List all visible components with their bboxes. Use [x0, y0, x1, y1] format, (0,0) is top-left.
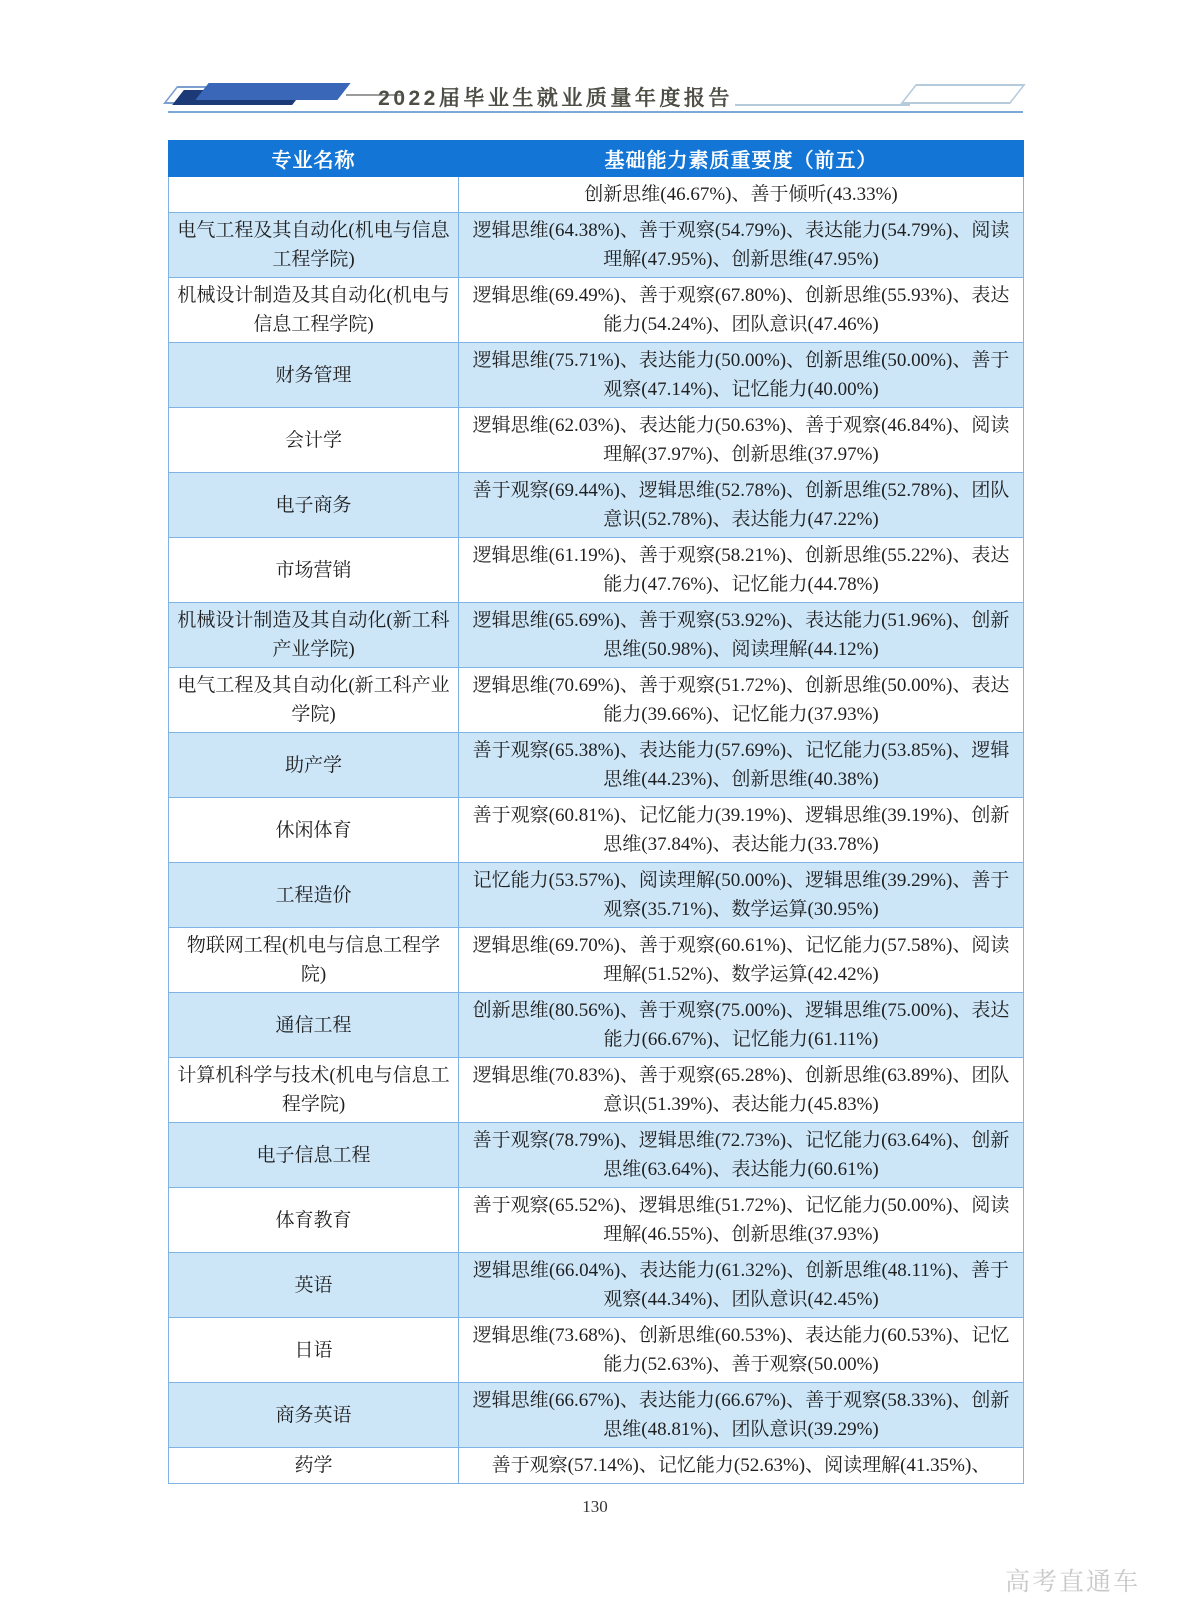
major-cell: 电子商务 [169, 473, 459, 538]
major-cell: 市场营销 [169, 538, 459, 603]
major-cell: 电气工程及其自动化(机电与信息工程学院) [169, 213, 459, 278]
header-underline [168, 111, 1023, 113]
table-row [169, 863, 1024, 928]
abilities-cell: 逻辑思维(75.71%)、表达能力(50.00%)、创新思维(50.00%)、善于观察(47.14%)、记忆能力(40.00%) [459, 343, 1024, 408]
table-row [169, 538, 1024, 603]
page-number: 130 [582, 1497, 608, 1516]
table-row [169, 343, 1024, 408]
major-cell: 电气工程及其自动化(新工科产业学院) [169, 668, 459, 733]
major-cell: 药学 [169, 1448, 459, 1484]
major-cell: 计算机科学与技术(机电与信息工程学院) [169, 1058, 459, 1123]
table-row [169, 177, 1024, 213]
abilities-cell: 善于观察(69.44%)、逻辑思维(52.78%)、创新思维(52.78%)、团队意识(52.78%)、表达能力(47.22%) [459, 473, 1024, 538]
abilities-cell: 逻辑思维(66.04%)、表达能力(61.32%)、创新思维(48.11%)、善于观察(44.34%)、团队意识(42.45%) [459, 1253, 1024, 1318]
abilities-cell: 创新思维(80.56%)、善于观察(75.00%)、逻辑思维(75.00%)、表达能力(66.67%)、记忆能力(61.11%) [459, 993, 1024, 1058]
table-row [169, 603, 1024, 668]
column-header-abilities: 基础能力素质重要度（前五） [459, 141, 1024, 177]
major-cell: 机械设计制造及其自动化(新工科产业学院) [169, 603, 459, 668]
abilities-cell: 善于观察(57.14%)、记忆能力(52.63%)、阅读理解(41.35%)、 [459, 1448, 1024, 1484]
major-cell: 机械设计制造及其自动化(机电与信息工程学院) [169, 278, 459, 343]
abilities-cell: 逻辑思维(66.67%)、表达能力(66.67%)、善于观察(58.33%)、创新思维(48.81%)、团队意识(39.29%) [459, 1383, 1024, 1448]
major-cell: 通信工程 [169, 993, 459, 1058]
table-row [169, 1123, 1024, 1188]
table-row [169, 1188, 1024, 1253]
major-cell: 休闲体育 [169, 798, 459, 863]
table-head [169, 141, 1024, 177]
abilities-cell: 逻辑思维(69.49%)、善于观察(67.80%)、创新思维(55.93%)、表达能力(54.24%)、团队意识(47.46%) [459, 278, 1024, 343]
major-cell [169, 177, 459, 213]
table-row [169, 798, 1024, 863]
table-row [169, 733, 1024, 798]
abilities-cell: 逻辑思维(62.03%)、表达能力(50.63%)、善于观察(46.84%)、阅读理解(37.97%)、创新思维(37.97%) [459, 408, 1024, 473]
major-cell: 英语 [169, 1253, 459, 1318]
header-right-rule [735, 104, 910, 106]
major-cell: 体育教育 [169, 1188, 459, 1253]
major-cell: 电子信息工程 [169, 1123, 459, 1188]
major-cell: 助产学 [169, 733, 459, 798]
watermark-text: 高考直通车 [1004, 1568, 1140, 1596]
table-row [169, 1448, 1024, 1484]
table-row [169, 278, 1024, 343]
abilities-cell: 记忆能力(53.57%)、阅读理解(50.00%)、逻辑思维(39.29%)、善于观察(35.71%)、数学运算(30.95%) [459, 863, 1024, 928]
abilities-cell: 逻辑思维(70.69%)、善于观察(51.72%)、创新思维(50.00%)、表达能力(39.66%)、记忆能力(37.93%) [459, 668, 1024, 733]
ability-table-body [169, 177, 1024, 1484]
abilities-cell: 逻辑思维(70.83%)、善于观察(65.28%)、创新思维(63.89%)、团队意识(51.39%)、表达能力(45.83%) [459, 1058, 1024, 1123]
major-cell: 商务英语 [169, 1383, 459, 1448]
column-header-major: 专业名称 [169, 141, 459, 177]
abilities-cell: 逻辑思维(61.19%)、善于观察(58.21%)、创新思维(55.22%)、表达能力(47.76%)、记忆能力(44.78%) [459, 538, 1024, 603]
table-row [169, 408, 1024, 473]
abilities-cell: 善于观察(78.79%)、逻辑思维(72.73%)、记忆能力(63.64%)、创新思维(63.64%)、表达能力(60.61%) [459, 1123, 1024, 1188]
major-cell: 日语 [169, 1318, 459, 1383]
abilities-cell: 善于观察(60.81%)、记忆能力(39.19%)、逻辑思维(39.19%)、创新思维(37.84%)、表达能力(33.78%) [459, 798, 1024, 863]
major-cell: 会计学 [169, 408, 459, 473]
abilities-cell: 逻辑思维(65.69%)、善于观察(53.92%)、表达能力(51.96%)、创新思维(50.98%)、阅读理解(44.12%) [459, 603, 1024, 668]
report-title: 2022届毕业生就业质量年度报告 [378, 87, 733, 110]
ability-importance-table [168, 140, 1024, 1484]
major-cell: 物联网工程(机电与信息工程学院) [169, 928, 459, 993]
abilities-cell: 逻辑思维(69.70%)、善于观察(60.61%)、记忆能力(57.58%)、阅读理解(51.52%)、数学运算(42.42%) [459, 928, 1024, 993]
abilities-cell: 善于观察(65.38%)、表达能力(57.69%)、记忆能力(53.85%)、逻辑思维(44.23%)、创新思维(40.38%) [459, 733, 1024, 798]
major-cell: 工程造价 [169, 863, 459, 928]
major-cell: 财务管理 [169, 343, 459, 408]
abilities-cell: 创新思维(46.67%)、善于倾听(43.33%) [459, 177, 1024, 213]
table-header-row [169, 141, 1024, 177]
table-row [169, 668, 1024, 733]
abilities-cell: 逻辑思维(64.38%)、善于观察(54.79%)、表达能力(54.79%)、阅读理解(47.95%)、创新思维(47.95%) [459, 213, 1024, 278]
table-row [169, 993, 1024, 1058]
table-row [169, 1058, 1024, 1123]
header-right-outline-shape [900, 84, 1026, 104]
page-header [168, 78, 1023, 114]
table-row [169, 1253, 1024, 1318]
table-row [169, 1383, 1024, 1448]
abilities-cell: 善于观察(65.52%)、逻辑思维(51.72%)、记忆能力(50.00%)、阅读理解(46.55%)、创新思维(37.93%) [459, 1188, 1024, 1253]
table-row [169, 213, 1024, 278]
table-row [169, 1318, 1024, 1383]
table-row [169, 928, 1024, 993]
table-row [169, 473, 1024, 538]
abilities-cell: 逻辑思维(73.68%)、创新思维(60.53%)、表达能力(60.53%)、记忆能力(52.63%)、善于观察(50.00%) [459, 1318, 1024, 1383]
